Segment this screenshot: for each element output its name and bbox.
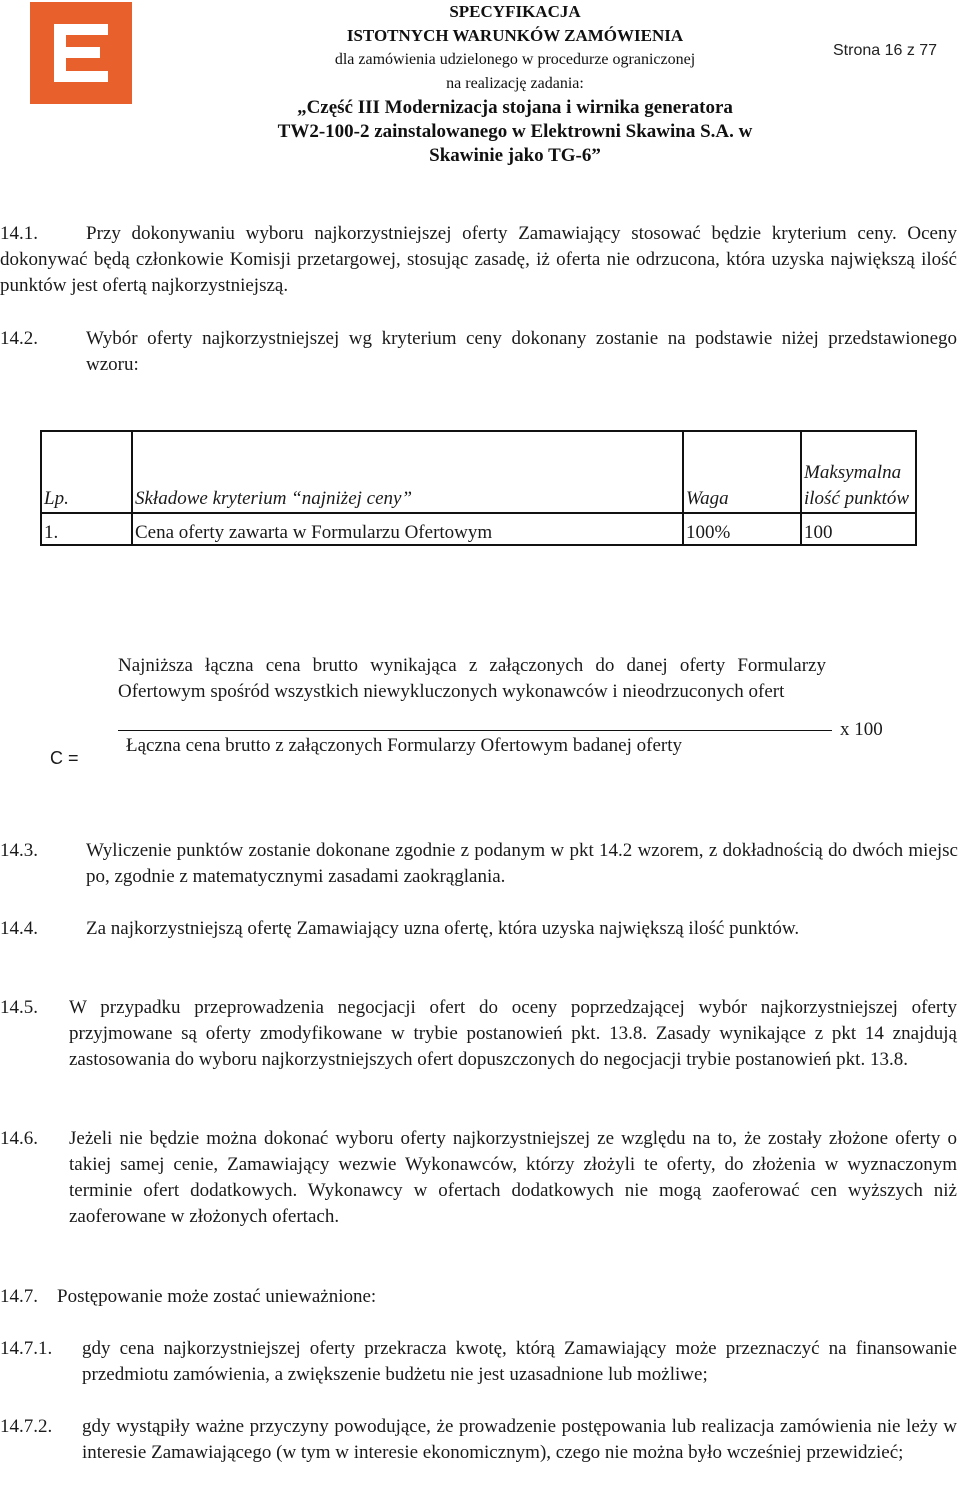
section-text: Wybór oferty najkorzystniejszej wg kryterium ceny dokonany zostanie na podstawie niżej przedstawionego wzoru: [86, 328, 957, 375]
formula-lhs: C = [50, 748, 79, 768]
header-line-6: TW2-100-2 zainstalowanego w Elektrowni Skawina S.A. w [277, 121, 753, 142]
section-number: 14.3. [0, 840, 38, 861]
cell-lp: 1. [41, 513, 132, 545]
section-text: Postępowanie może zostać unieważnione: [57, 1286, 377, 1307]
formula-numerator: Najniższa łączna cena brutto wynikająca z załączonych do danej oferty Formularzy Ofertowym spośród wszystkich niewykluczonych wykonawców i nieodrzuconych ofert [118, 655, 826, 702]
header-lp: Lp. [41, 431, 132, 513]
cell-criterion: Cena oferty zawarta w Formularzu Ofertowym [132, 513, 683, 545]
cell-max-points: 100 [801, 513, 916, 545]
section-number: 14.2. [0, 328, 38, 349]
header-line-2: ISTOTNYCH WARUNKÓW ZAMÓWIENIA [346, 26, 684, 45]
section-text: Jeżeli nie będzie można dokonać wyboru oferty najkorzystniejszej ze względu na to, że zostały złożone oferty o takiej samej cenie, Zamawiający wezwie Wykonawców, którzy złożyli te oferty, do złożenia w wyznaczonym terminie ofert dodatkowych. Wykonawcy w ofertach dodatkowych nie mogą zaoferować cen wyższych niż zaoferowane w złożonych ofertach. [69, 1128, 957, 1227]
document-header [235, 0, 795, 168]
cell-weight: 100% [683, 513, 801, 545]
table-header-row [41, 431, 916, 513]
page-number: Strona 16 z 77 [833, 42, 938, 59]
section-text: gdy wystąpiły ważne przyczyny powodujące, że prowadzenie postępowania lub realizacja zamówienia nie leży w interesie Zamawiającego (w tym w interesie ekonomicznym), czego nie można było wcześniej przewidzieć; [82, 1416, 957, 1463]
header-max-points: Maksymalna ilość punktów [801, 431, 916, 513]
section-text: Wyliczenie punktów zostanie dokonane zgodnie z podanym w pkt 14.2 wzorem, z dokładnością do dwóch miejsc po, zgodnie z matematycznymi zasadami zaokrąglania. [86, 840, 958, 887]
criteria-table [40, 430, 917, 546]
section-number: 14.7.2. [0, 1416, 53, 1437]
table-row [41, 513, 916, 545]
formula-denominator: Łączna cena brutto z załączonych Formularzy Ofertowym badanej oferty [126, 735, 683, 756]
formula-multiplier: x 100 [840, 719, 883, 740]
section-text: Za najkorzystniejszą ofertę Zamawiający uzna ofertę, która uzyska największą ilość punktów. [86, 918, 800, 939]
company-logo [30, 2, 132, 104]
header-weight: Waga [683, 431, 801, 513]
section-number: 14.1. [0, 223, 38, 244]
section-number: 14.6. [0, 1128, 38, 1149]
header-line-4: na realizację zadania: [446, 75, 584, 92]
header-line-1: SPECYFIKACJA [449, 2, 581, 21]
section-number: 14.4. [0, 918, 38, 939]
section-number: 14.5. [0, 997, 38, 1018]
section-number: 14.7.1. [0, 1338, 53, 1359]
section-text: W przypadku przeprowadzenia negocjacji ofert do oceny poprzedzającej wybór najkorzystniejszej oferty przyjmowane są oferty zmodyfikowane w trybie postanowień pkt. 13.8. Zasady wynikające z pkt 14 znajdują zastosowania do wyboru najkorzystniejszych ofert dopuszczonych do negocjacji trybie postanowień pkt. 13.8. [69, 997, 957, 1070]
header-criterion: Składowe kryterium “najniżej ceny” [132, 431, 683, 513]
section-number: 14.7. [0, 1286, 38, 1307]
header-line-3: dla zamówienia udzielonego w procedurze ograniczonej [334, 51, 696, 68]
section-text: Przy dokonywaniu wyboru najkorzystniejszej oferty Zamawiający stosować będzie kryterium ceny. Oceny dokonywać będą członkowie Komisji przetargowej, stosując zasadę, iż oferta nie odrzucona, która uzyska największą ilość punktów jest ofertą najkorzystniejszą. [0, 223, 957, 296]
section-text: gdy cena najkorzystniejszej oferty przekracza kwotę, którą Zamawiający może przeznaczyć na finansowanie przedmiotu zamówienia, a zwiększenie budżetu nie jest uzasadnione lub możliwe; [82, 1338, 957, 1385]
fraction-line [118, 730, 832, 731]
header-line-7: Skawinie jako TG-6” [429, 145, 601, 166]
header-line-5: „Część III Modernizacja stojana i wirnika generatora [297, 97, 733, 118]
